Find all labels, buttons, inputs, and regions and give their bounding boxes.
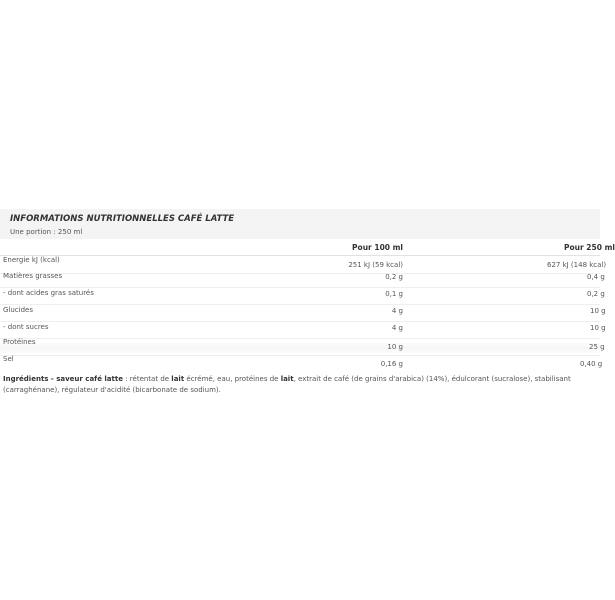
column-header-per-250ml: Pour 250 ml [564,243,615,252]
row-label: - dont acides gras saturés [3,289,94,297]
row-label: Matières grasses [3,272,63,280]
row-value-per-100ml: 0,16 g [380,360,403,368]
ingredients-text [3,374,593,396]
row-value-per-250ml: 0,2 g [587,290,605,298]
nutrition-subtitle: Une portion : 250 ml [10,228,83,236]
row-value-per-100ml: 0,2 g [385,273,403,281]
row-value-per-100ml: 4 g [391,307,403,315]
row-value-per-250ml: 25 g [589,343,605,351]
ingredients-segment: : rétentat de [122,375,172,383]
ingredients-allergen: lait [280,375,294,383]
row-label: Glucides [3,306,33,314]
ingredients-segment: , extrait de café (de grains d'arabica) (14%), édulcorant (sucralose), stabilisant (carraghénane), régulateur d'acidité (bicarbonate de sodium). [3,375,571,394]
row-label: Protéines [3,338,36,346]
row-value-per-250ml: 10 g [590,324,606,332]
table-row [0,287,605,305]
ingredients-heading: Ingrédients - saveur café latte [3,375,123,383]
row-value-per-100ml: 4 g [391,324,403,332]
table-row [0,304,606,322]
row-value-per-100ml: 10 g [387,343,403,351]
ingredients-segment: écrémé, eau, protéines de [184,375,281,383]
row-value-per-250ml: 10 g [590,307,606,315]
row-label: Energie kJ (kcal) [3,256,60,264]
table-row [0,270,605,288]
row-value-per-250ml: 0,40 g [580,360,603,368]
row-value-per-250ml: 0,4 g [587,273,605,281]
table-row [0,338,605,356]
nutrition-title: INFORMATIONS NUTRITIONNELLES CAFÉ LATTE [10,214,235,224]
table-row [0,321,606,339]
row-value-per-100ml: 0,1 g [385,290,403,298]
row-label: - dont sucres [3,323,49,331]
nutrition-header [0,209,600,239]
table-row [0,355,603,372]
column-header-row [0,240,615,256]
row-value-per-100ml: 251 kJ (59 kcal) [348,261,403,269]
column-header-per-100ml: Pour 100 ml [352,243,403,252]
ingredients-allergen: lait [171,375,185,383]
row-label: Sel [3,355,14,363]
row-value-per-250ml: 627 kJ (148 kcal) [547,261,607,269]
